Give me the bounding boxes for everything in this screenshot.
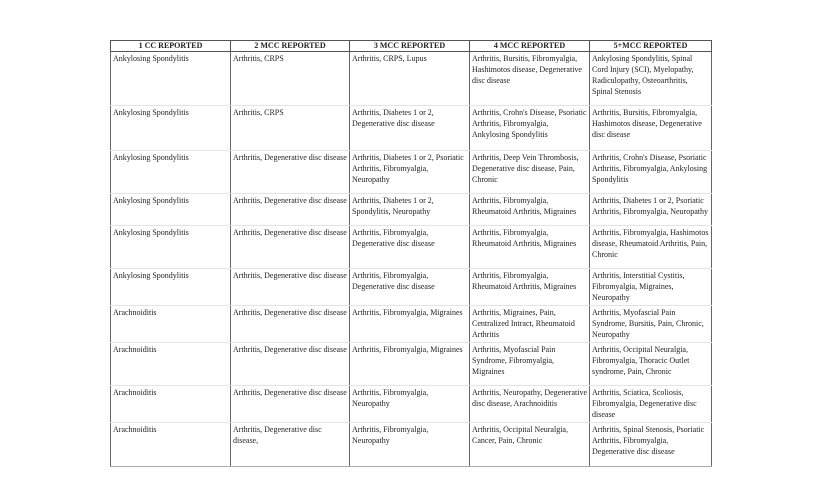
cell-4mcc: Arthritis, Deep Vein Thrombosis, Degenerative disc disease, Pain, Chronic (470, 151, 590, 194)
cell-4mcc: Arthritis, Migraines, Pain, Centralized Intract, Rheumatoid Arthritis (470, 306, 590, 343)
cell-4mcc: Arthritis, Fibromyalgia, Rheumatoid Arthritis, Migraines (470, 269, 590, 306)
table-row (111, 423, 712, 467)
conditions-table (110, 40, 712, 467)
cell-2mcc: Arthritis, Degenerative disc disease (231, 226, 350, 269)
header-1cc: 1 CC REPORTED (111, 41, 231, 52)
cell-2mcc: Arthritis, Degenerative disc disease (231, 306, 350, 343)
cell-1cc: Arachnoiditis (111, 423, 231, 467)
table-row (111, 151, 712, 194)
cell-2mcc: Arthritis, Degenerative disc disease (231, 343, 350, 386)
cell-1cc: Ankylosing Spondylitis (111, 269, 231, 306)
cell-5mcc: Ankylosing Spondylitis, Spinal Cord Injury (SCI), Myelopathy, Radiculopathy, Osteoarthritis, Spinal Stenosis (590, 52, 712, 106)
cell-5mcc: Arthritis, Spinal Stenosis, Psoriatic Arthritis, Fibromyalgia, Degenerative disc disease (590, 423, 712, 467)
cell-3mcc: Arthritis, Fibromyalgia, Neuropathy (350, 386, 470, 423)
cell-3mcc: Arthritis, Diabetes 1 or 2, Degenerative disc disease (350, 106, 470, 151)
table-row (111, 52, 712, 106)
cell-3mcc: Arthritis, Fibromyalgia, Migraines (350, 343, 470, 386)
cell-1cc: Arachnoiditis (111, 306, 231, 343)
header-3mcc: 3 MCC REPORTED (350, 41, 470, 52)
cell-1cc: Arachnoiditis (111, 386, 231, 423)
cell-3mcc: Arthritis, Fibromyalgia, Migraines (350, 306, 470, 343)
cell-1cc: Arachnoiditis (111, 343, 231, 386)
cell-2mcc: Arthritis, Degenerative disc disease (231, 386, 350, 423)
cell-4mcc: Arthritis, Crohn's Disease, Psoriatic Arthritis, Fibromyalgia, Ankylosing Spondylitis (470, 106, 590, 151)
cell-4mcc: Arthritis, Fibromyalgia, Rheumatoid Arthritis, Migraines (470, 226, 590, 269)
cell-2mcc: Arthritis, Degenerative disc disease (231, 194, 350, 226)
header-5mcc: 5+MCC REPORTED (590, 41, 712, 52)
table-row (111, 106, 712, 151)
cell-4mcc: Arthritis, Neuropathy, Degenerative disc disease, Arachnoiditis (470, 386, 590, 423)
table-row (111, 226, 712, 269)
cell-4mcc: Arthritis, Myofascial Pain Syndrome, Fibromyalgia, Migraines (470, 343, 590, 386)
cell-5mcc: Arthritis, Bursitis, Fibromyalgia, Hashimotos disease, Degenerative disc disease (590, 106, 712, 151)
cell-5mcc: Arthritis, Myofascial Pain Syndrome, Bursitis, Pain, Chronic, Neuropathy (590, 306, 712, 343)
cell-2mcc: Arthritis, Degenerative disc disease, (231, 423, 350, 467)
cell-1cc: Ankylosing Spondylitis (111, 106, 231, 151)
table-row (111, 386, 712, 423)
header-4mcc: 4 MCC REPORTED (470, 41, 590, 52)
cell-1cc: Ankylosing Spondylitis (111, 194, 231, 226)
cell-4mcc: Arthritis, Occipital Neuralgia, Cancer, Pain, Chronic (470, 423, 590, 467)
cell-1cc: Ankylosing Spondylitis (111, 151, 231, 194)
cell-2mcc: Arthritis, Degenerative disc disease (231, 269, 350, 306)
cell-3mcc: Arthritis, CRPS, Lupus (350, 52, 470, 106)
cell-1cc: Ankylosing Spondylitis (111, 52, 231, 106)
cell-3mcc: Arthritis, Diabetes 1 or 2, Spondylitis, Neuropathy (350, 194, 470, 226)
cell-5mcc: Arthritis, Interstitial Cystitis, Fibromyalgia, Migraines, Neuropathy (590, 269, 712, 306)
cell-3mcc: Arthritis, Fibromyalgia, Degenerative disc disease (350, 226, 470, 269)
cell-3mcc: Arthritis, Fibromyalgia, Neuropathy (350, 423, 470, 467)
cell-5mcc: Arthritis, Fibromyalgia, Hashimotos disease, Rheumatoid Arthritis, Pain, Chronic (590, 226, 712, 269)
cell-5mcc: Arthritis, Crohn's Disease, Psoriatic Arthritis, Fibromyalgia, Ankylosing Spondylitis (590, 151, 712, 194)
table-row (111, 343, 712, 386)
cell-4mcc: Arthritis, Fibromyalgia, Rheumatoid Arthritis, Migraines (470, 194, 590, 226)
cell-3mcc: Arthritis, Diabetes 1 or 2, Psoriatic Arthritis, Fibromyalgia, Neuropathy (350, 151, 470, 194)
cell-5mcc: Arthritis, Occipital Neuralgia, Fibromyalgia, Thoracic Outlet syndrome, Pain, Chronic (590, 343, 712, 386)
cell-1cc: Ankylosing Spondylitis (111, 226, 231, 269)
cell-2mcc: Arthritis, CRPS (231, 106, 350, 151)
header-row (111, 41, 712, 52)
cell-2mcc: Arthritis, CRPS (231, 52, 350, 106)
header-2mcc: 2 MCC REPORTED (231, 41, 350, 52)
cell-5mcc: Arthritis, Sciatica, Scoliosis, Fibromyalgia, Degenerative disc disease (590, 386, 712, 423)
cell-2mcc: Arthritis, Degenerative disc disease (231, 151, 350, 194)
cell-3mcc: Arthritis, Fibromyalgia, Degenerative disc disease (350, 269, 470, 306)
table-row (111, 306, 712, 343)
cell-5mcc: Arthritis, Diabetes 1 or 2, Psoriatic Arthritis, Fibromyalgia, Neuropathy (590, 194, 712, 226)
table-row (111, 269, 712, 306)
table-row (111, 194, 712, 226)
cell-4mcc: Arthritis, Bursitis, Fibromyalgia, Hashimotos disease, Degenerative disc disease (470, 52, 590, 106)
